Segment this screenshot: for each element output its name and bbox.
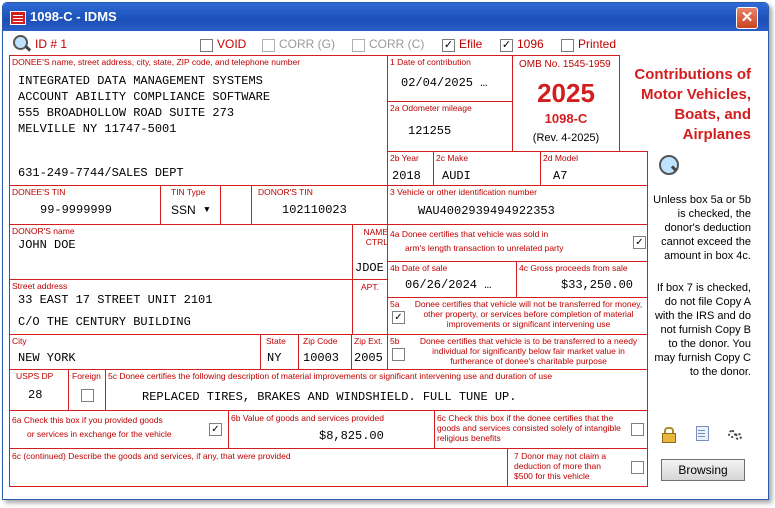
donor-tin-label: DONOR'S TIN [258, 187, 313, 197]
box2b-value[interactable]: 2018 [392, 169, 421, 183]
city-box [9, 334, 261, 370]
box6a [9, 410, 229, 449]
magnifier-icon-large[interactable] [659, 155, 679, 175]
box5b-text: Donee certifies that vehicle is to be transferred to a needy individual for significantly below fair market value in furtherance of donee's charitable purpose [419, 336, 638, 366]
efile-label: Efile [459, 37, 483, 51]
box6a-checkbox[interactable]: ✓ [209, 423, 222, 436]
box2a-label: 2a Odometer mileage [390, 103, 472, 113]
corr-c-checkbox[interactable] [352, 39, 365, 52]
street-label: Street address [12, 281, 68, 291]
city-label: City [12, 336, 27, 346]
form-revision: (Rev. 4-2025) [532, 132, 600, 144]
tin-type-label: TIN Type [171, 187, 206, 197]
box6b-value[interactable]: $8,825.00 [319, 429, 384, 443]
app-window [2, 2, 769, 500]
box2a-odometer [387, 101, 513, 152]
city-value[interactable]: NEW YORK [18, 351, 76, 365]
box6b [228, 410, 435, 449]
street-line1[interactable]: 33 EAST 17 STREET UNIT 2101 [18, 293, 213, 307]
app-icon [10, 11, 26, 25]
name-ctrl-value[interactable]: JDOE [355, 261, 384, 275]
donor-tin-box [251, 185, 388, 225]
box1-date [387, 55, 513, 102]
box6c-continued-label: 6c (continued) Describe the goods and services, if any, that were provided [12, 451, 291, 461]
window-title: 1098-C - IDMS [30, 9, 117, 24]
donee-label: DONEE'S name, street address, city, state, ZIP code, and telephone number [12, 57, 301, 67]
box2d-model [540, 151, 648, 186]
tin-type-box [160, 185, 221, 225]
usps-box [9, 369, 69, 411]
box2c-make [433, 151, 541, 186]
omb-label: OMB No. 1545-1959 [519, 59, 611, 70]
box4a-checkbox[interactable]: ✓ [633, 236, 646, 249]
title-bar [3, 3, 768, 31]
box2c-label: 2c Make [436, 153, 469, 163]
donee-tin-value[interactable]: 99-9999999 [40, 203, 113, 217]
zip-label: Zip Code [303, 336, 338, 346]
box5b [387, 334, 648, 370]
name-ctrl-box [352, 224, 388, 280]
zip-value[interactable]: 10003 [303, 351, 340, 365]
zip-ext-label: Zip Ext. [354, 336, 383, 346]
corr-g-checkbox[interactable] [262, 39, 275, 52]
box4b [387, 261, 517, 298]
box6c-continued [9, 448, 508, 487]
donee-line4[interactable]: MELVILLE NY 11747-5001 [18, 122, 177, 136]
efile-checkbox[interactable]: ✓ [443, 39, 454, 51]
foreign-checkbox[interactable] [81, 389, 94, 402]
sidebar-note-2: If box 7 is checked, do not file Copy A with the IRS and do not furnish Copy B to the donor. You may furnish Copy C to the donor. [654, 282, 751, 378]
state-box [260, 334, 299, 370]
toolbar [3, 31, 768, 57]
box7-checkbox[interactable] [631, 461, 644, 474]
box4c-value[interactable]: $33,250.00 [561, 278, 634, 292]
box6b-label: 6b Value of goods and services provided [231, 413, 384, 423]
box4a-label2: arm's length transaction to unrelated party [405, 243, 564, 253]
donor-tin-value[interactable]: 102110023 [282, 203, 347, 217]
street-line2[interactable]: C/O THE CENTURY BUILDING [18, 315, 191, 329]
box2d-label: 2d Model [543, 153, 578, 163]
box3-label: 3 Vehicle or other identification number [390, 187, 537, 197]
padlock-icon[interactable] [661, 427, 675, 441]
box5a-text: Donee certifies that vehicle will not be transferred for money, other property, or services before completion of material improvements or significant intervening use [414, 299, 643, 329]
donor-name-label: DONOR'S name [12, 226, 75, 236]
box5a [387, 297, 648, 335]
box5b-checkbox[interactable] [392, 348, 405, 361]
state-label: State [266, 336, 286, 346]
printed-checkbox[interactable] [561, 39, 574, 52]
zip-box [298, 334, 352, 370]
foreign-box [68, 369, 106, 411]
magnifier-icon[interactable] [13, 35, 28, 50]
donee-phone[interactable]: 631-249-7744/SALES DEPT [18, 166, 184, 180]
tin-type-select[interactable]: SSN [171, 203, 196, 217]
sidebar-note-1: Unless box 5a or 5b is checked, the donor's deduction cannot exceed the amount in box 4c. [653, 194, 751, 262]
box7-text: 7 Donor may not claim a deduction of more than $500 for this vehicle [514, 451, 607, 481]
document-icon[interactable] [695, 426, 709, 440]
f1096-checkbox[interactable]: ✓ [501, 39, 512, 51]
box4a [387, 224, 648, 262]
browsing-button[interactable]: Browsing [661, 459, 745, 481]
omb-box [512, 55, 620, 152]
donee-line2[interactable]: ACCOUNT ABILITY COMPLIANCE SOFTWARE [18, 90, 271, 104]
box5a-checkbox[interactable]: ✓ [392, 311, 405, 324]
tin-spacer [220, 185, 252, 225]
box5c [105, 369, 648, 411]
box6c [434, 410, 648, 449]
street-box [9, 279, 353, 335]
tax-year: 2025 [537, 78, 595, 108]
donor-name-value[interactable]: JOHN DOE [18, 238, 76, 252]
box3-value[interactable]: WAU4002939494922353 [418, 204, 555, 218]
void-checkbox[interactable] [200, 39, 213, 52]
box5c-value[interactable]: REPLACED TIRES, BRAKES AND WINDSHIELD. FULL TUNE UP. [142, 390, 517, 404]
box6a-label1: 6a Check this box if you provided goods [12, 415, 163, 425]
form-heading: Contributions of Motor Vehicles, Boats, and Airplanes [634, 66, 751, 143]
box5c-label: 5c Donee certifies the following description of material improvements or significant intervening use and duration of use [108, 371, 553, 381]
box5b-num: 5b [390, 336, 400, 346]
close-button[interactable]: ✕ [736, 7, 758, 29]
corr-g-label: CORR (G) [279, 37, 335, 51]
box4b-value[interactable]: 06/26/2024 … [405, 278, 492, 292]
state-value[interactable]: NY [267, 351, 282, 365]
foreign-label: Foreign [72, 371, 101, 381]
box4c [516, 261, 648, 298]
zip-ext-value[interactable]: 2005 [354, 351, 383, 365]
void-label: VOID [217, 37, 247, 51]
box2a-value[interactable]: 121255 [408, 124, 452, 138]
box3-vin [387, 185, 648, 225]
box7 [507, 448, 648, 487]
usps-value[interactable]: 28 [28, 388, 43, 402]
donee-line3[interactable]: 555 BROADHOLLOW ROAD SUITE 273 [18, 106, 235, 120]
apt-label: APT. [361, 282, 379, 292]
donee-line1[interactable]: INTEGRATED DATA MANAGEMENT SYSTEMS [18, 74, 263, 88]
chevron-down-icon[interactable]: ▾ [203, 202, 211, 217]
box6c-text: 6c Check this box if the donee certifies that the goods and services consisted solely of intangible religious benefits [437, 413, 621, 443]
record-id: ID # 1 [35, 37, 68, 51]
printed-label: Printed [578, 37, 617, 51]
box4c-label: 4c Gross proceeds from sale [519, 263, 628, 273]
box5a-num: 5a [390, 299, 400, 309]
box1-label: 1 Date of contribution [390, 57, 471, 67]
box2b-label: 2b Year [390, 153, 419, 163]
donee-tin-label: DONEE'S TIN [12, 187, 66, 197]
zip-ext-box [351, 334, 388, 370]
apt-box [352, 279, 388, 335]
corr-c-label: CORR (C) [369, 37, 425, 51]
box1-value[interactable]: 02/04/2025 … [401, 76, 488, 90]
f1096-label: 1096 [517, 37, 544, 51]
box2c-value[interactable]: AUDI [442, 169, 471, 183]
box2d-value[interactable]: A7 [553, 169, 568, 183]
box2b-year [387, 151, 434, 186]
box4a-label1: 4a Donee certifies that vehicle was sold in [390, 229, 549, 239]
form-number: 1098-C [544, 111, 588, 126]
donee-tin-box [9, 185, 161, 225]
donee-box [9, 55, 388, 186]
box4b-label: 4b Date of sale [390, 263, 448, 273]
box6a-label2: or services in exchange for the vehicle [27, 429, 172, 439]
usps-label: USPS DP [16, 371, 54, 381]
gears-icon[interactable] [728, 427, 742, 441]
name-ctrl-label: NAME CTRL [363, 227, 388, 247]
box6c-checkbox[interactable] [631, 423, 644, 436]
donor-name-box [9, 224, 353, 280]
